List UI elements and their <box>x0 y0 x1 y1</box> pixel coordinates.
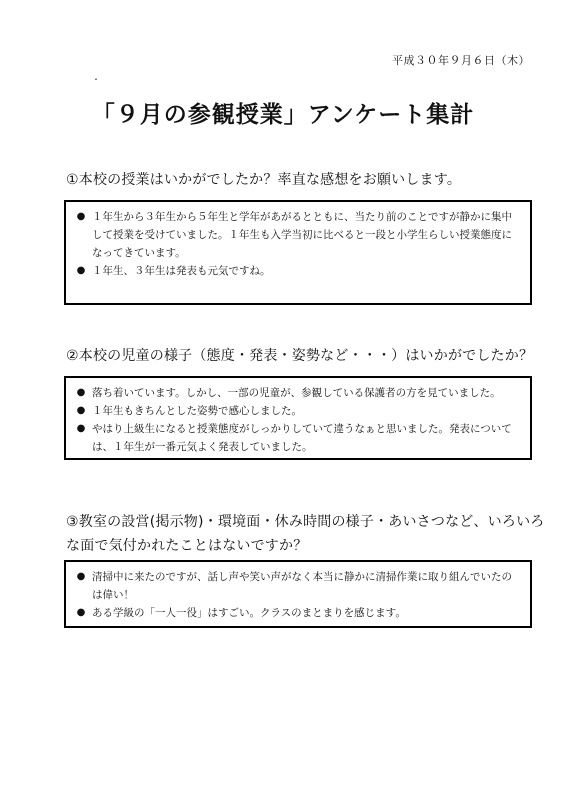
list-item <box>70 604 522 622</box>
bullet-icon: ● <box>76 387 86 398</box>
answer-box-3 <box>64 560 532 628</box>
question-3: ③教室の設営(掲示物)・環境面・休み時間の様子・あいさつなど、いろいろな面で気付かれたことはないですか？ <box>66 514 545 554</box>
list-item <box>70 208 522 262</box>
list-item <box>70 262 522 280</box>
answer-text: やはり上級生になると授業態度がしっかりしていて違うなぁと思いました。発表については、１年生が一番元気よく発表していました。 <box>92 423 512 453</box>
stray-dot: ・ <box>92 75 100 84</box>
bullet-icon: ● <box>76 423 86 434</box>
document-date: 平成３０年９月６日（木） <box>392 54 530 67</box>
list-item <box>70 568 522 604</box>
bullet-icon: ● <box>76 607 86 618</box>
answer-box-2 <box>64 376 532 460</box>
list-item <box>70 402 522 420</box>
question-1: ①本校の授業はいかがでしたか？率直な感想をお願いします。 <box>66 172 462 188</box>
answer-box-1 <box>64 200 532 305</box>
question-2: ②本校の児童の様子（態度・発表・姿勢など・・・）はいかがでしたか？ <box>66 348 534 364</box>
list-item <box>70 420 522 456</box>
bullet-icon: ● <box>76 265 86 276</box>
page-title: 「９月の参観授業」アンケート集計 <box>91 102 475 128</box>
answer-text: 清掃中に来たのですが、話し声や笑い声がなく本当に静かに清掃作業に取り組んでいたのは偉い！ <box>92 571 512 601</box>
bullet-icon: ● <box>76 405 86 416</box>
answer-text: 落ち着いています。しかし、一部の児童が、参観している保護者の方を見ていました。 <box>92 387 501 399</box>
list-item <box>70 384 522 402</box>
answer-text: １年生もきちんとした姿勢で感心しました。 <box>92 405 302 417</box>
answer-text: １年生、３年生は発表も元気ですね。 <box>92 265 271 277</box>
bullet-icon: ● <box>76 571 86 582</box>
answer-text: １年生から３年生から５年生と学年があがるとともに、当たり前のことですが静かに集中して授業を受けていました。１年生も入学当初に比べると一段と小学生らしい授業態度になってきています。 <box>92 211 512 259</box>
answer-text: ある学級の「一人一役」はすごい。クラスのまとまりを感じます。 <box>92 607 406 619</box>
bullet-icon: ● <box>76 211 86 222</box>
